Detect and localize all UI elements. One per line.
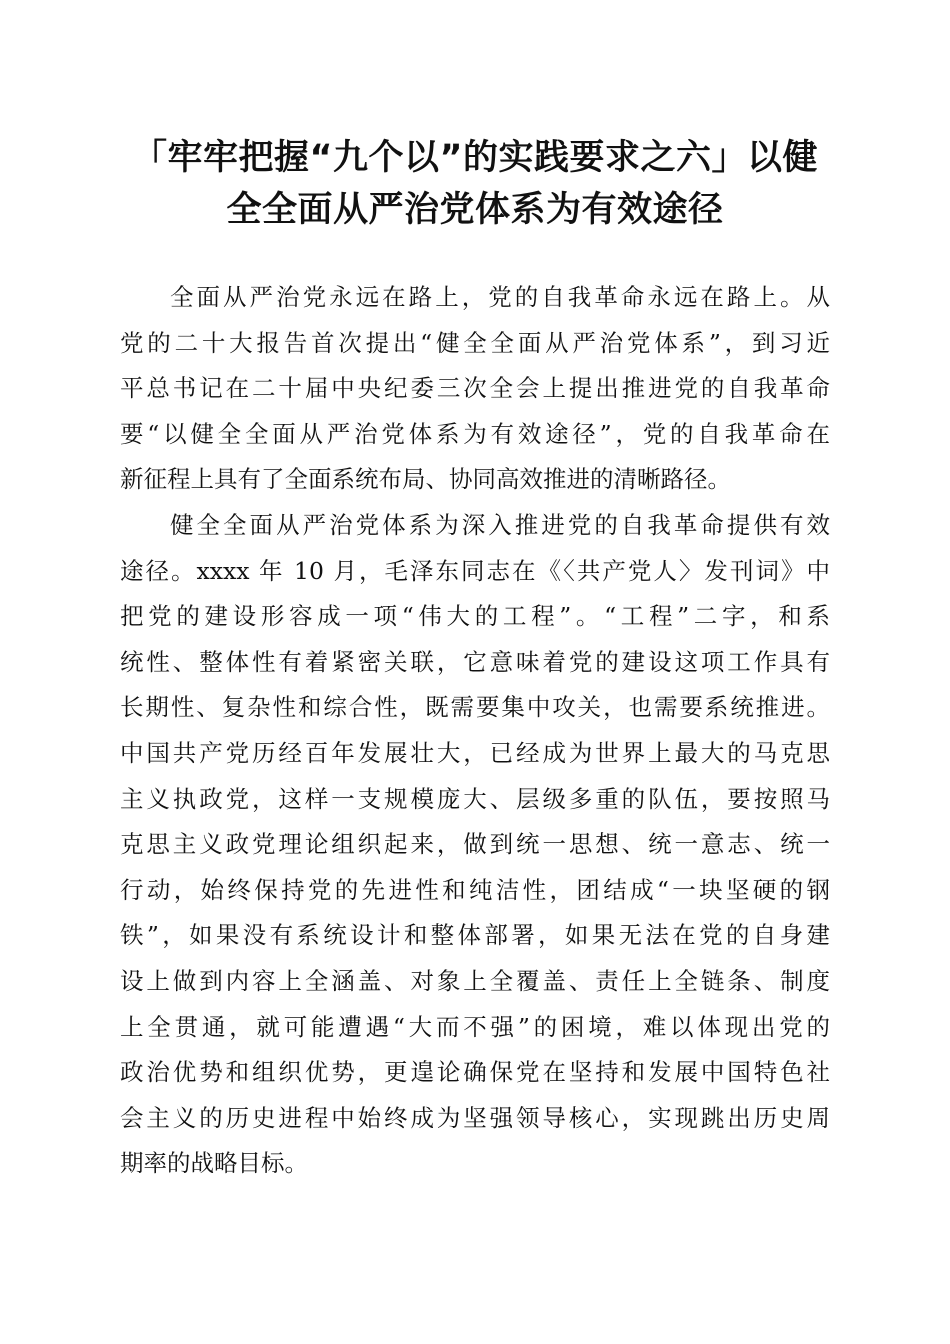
- text-line: 中国共产党历经百年发展壮大，已经成为世界上最大的马克思: [120, 738, 830, 767]
- document-title: [110, 132, 840, 236]
- title-line: 全全面从严治党体系为有效途径: [226, 190, 724, 230]
- text-line: 把党的建设形容成一项“伟大的工程”。“工程”二字，和系: [120, 602, 830, 631]
- text-line: 长期性、复杂性和综合性，既需要集中攻关，也需要系统推进。: [120, 693, 830, 722]
- text-line: 克思主义政党理论组织起来，做到统一思想、统一意志、统一: [120, 830, 830, 859]
- text-line: 期率的战略目标。: [120, 1149, 308, 1178]
- text-line: 途径。xxxx 年 10 月，毛泽东同志在《〈共产党人〉发刊词》中: [120, 556, 830, 585]
- text-line: 上全贯通，就可能遭遇“大而不强”的困境，难以体现出党的: [120, 1012, 830, 1041]
- text-line: 设上做到内容上全涵盖、对象上全覆盖、责任上全链条、制度: [120, 966, 830, 995]
- text-line: 新征程上具有了全面系统布局、协同高效推进的清晰路径。: [120, 465, 731, 494]
- text-line: 统性、整体性有着紧密关联，它意味着党的建设这项工作具有: [120, 647, 830, 676]
- text-line: 党的二十大报告首次提出“健全全面从严治党体系”，到习近: [120, 328, 830, 357]
- document-body: [120, 275, 830, 1187]
- text-line: 健全全面从严治党体系为深入推进党的自我革命提供有效: [170, 510, 830, 539]
- text-line: 全面从严治党永远在路上，党的自我革命永远在路上。从: [170, 283, 830, 311]
- text-line: 政治优势和组织优势，更遑论确保党在坚持和发展中国特色社: [120, 1058, 830, 1087]
- text-line: 行动，始终保持党的先进性和纯洁性，团结成“一块坚硬的钢: [120, 875, 830, 904]
- text-line: 会主义的历史进程中始终成为坚强领导核心，实现跳出历史周: [120, 1103, 830, 1132]
- title-line: 「牢牢把握“九个以”的实践要求之六」以健: [131, 138, 818, 178]
- text-line: 平总书记在二十届中央纪委三次全会上提出推进党的自我革命: [120, 374, 830, 403]
- paragraph-1: [120, 275, 830, 503]
- paragraph-2: [120, 503, 830, 1187]
- text-line: 要“以健全全面从严治党体系为有效途径”，党的自我革命在: [120, 419, 830, 448]
- text-line: 主义执政党，这样一支规模庞大、层级多重的队伍，要按照马: [120, 784, 830, 813]
- text-line: 铁”，如果没有系统设计和整体部署，如果无法在党的自身建: [120, 921, 830, 950]
